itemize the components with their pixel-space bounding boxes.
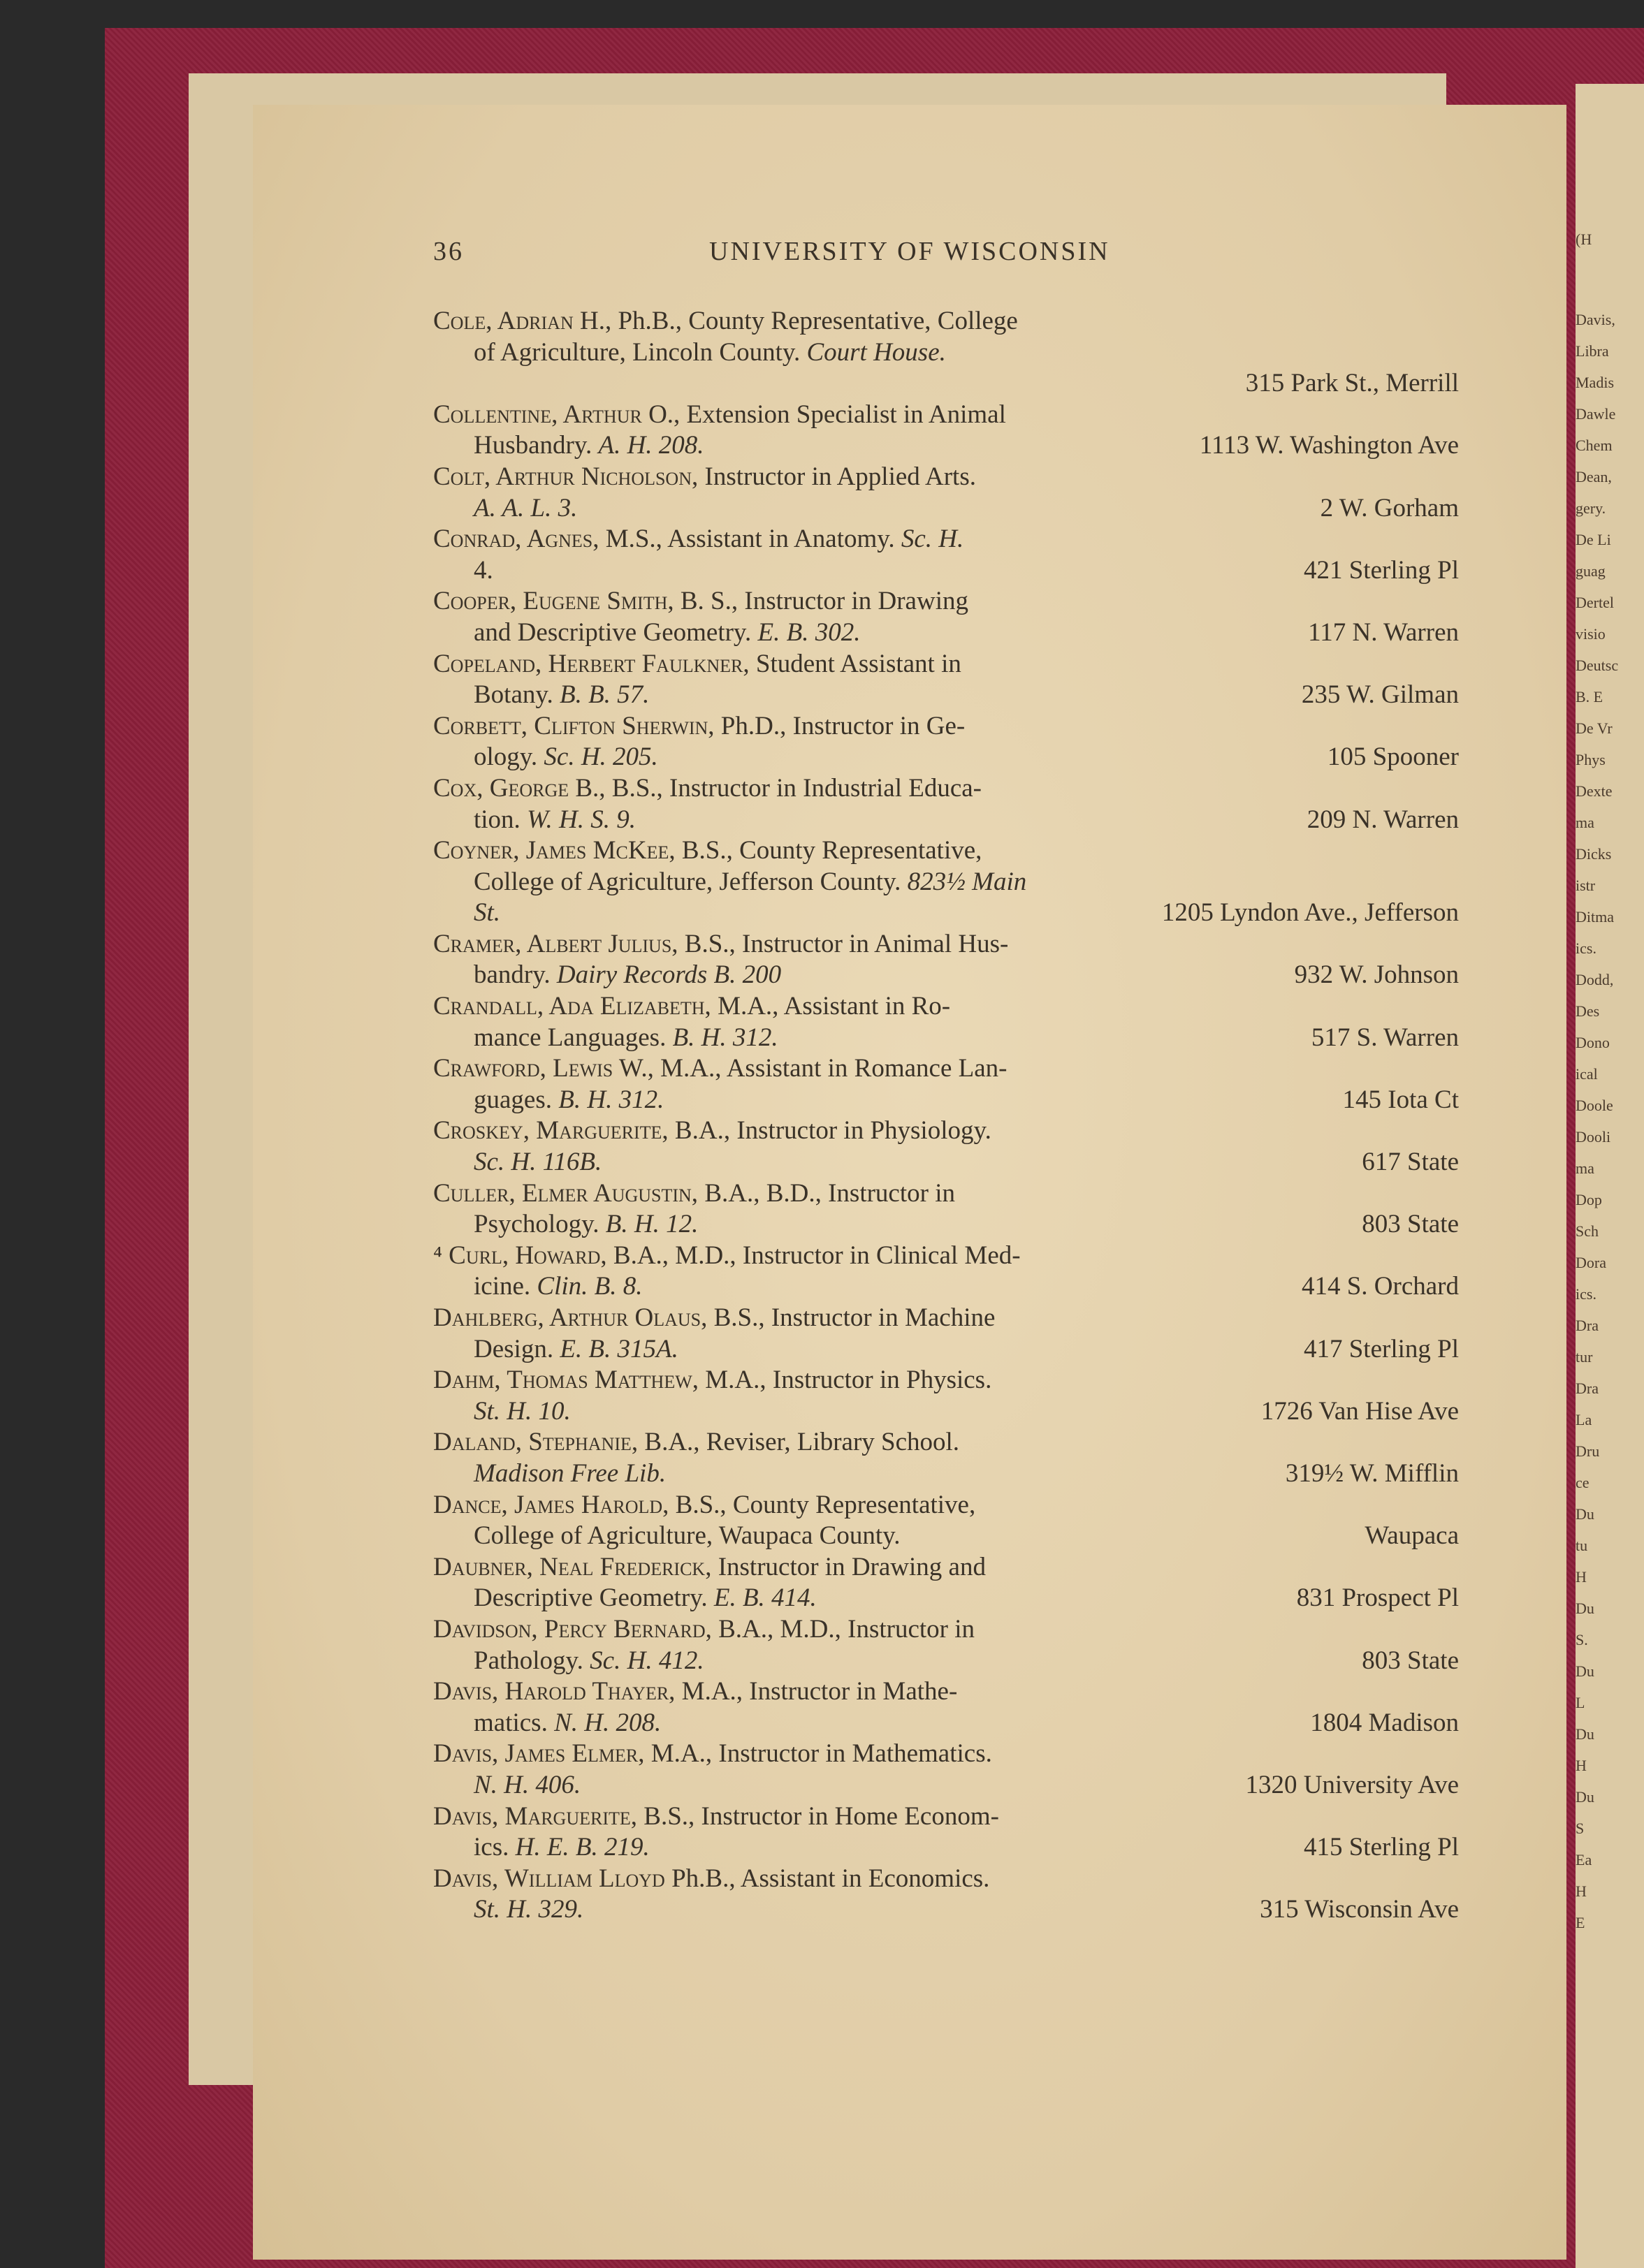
home-address: 803 State [1362, 1210, 1459, 1239]
office-location: E. B. 302. [757, 617, 861, 647]
facing-page-fragment: Dicks [1576, 845, 1612, 863]
directory-line [433, 1147, 1459, 1178]
home-address: 209 N. Warren [1307, 805, 1459, 834]
entry-text [433, 1115, 991, 1147]
entry-description: W., M.A., Assistant in Romance Lan- [613, 1054, 1008, 1083]
entry-text [474, 1023, 778, 1054]
entry-text [474, 493, 577, 525]
directory-line [433, 1676, 1459, 1708]
entry-description: M.A., Instructor in Mathe- [675, 1677, 958, 1706]
home-address: 2 W. Gorham [1320, 493, 1459, 522]
entry-description: H., Ph.B., County Representative, College [573, 307, 1018, 335]
directory-line [433, 1614, 1459, 1646]
office-location: Sc. H. 116B. [474, 1148, 602, 1177]
facing-page-fragment: ce [1576, 1474, 1590, 1491]
entry-description: B.A., M.D., Instructor in [711, 1614, 975, 1644]
facing-page-fragment: Du [1576, 1662, 1594, 1680]
office-location: W. H. S. 9. [527, 805, 636, 834]
person-name: Copeland, Herbert Faulkner, [433, 649, 750, 678]
directory-line [433, 430, 1459, 462]
entry-text [433, 1552, 986, 1583]
office-location: A. H. 208. [598, 431, 704, 460]
home-address: 517 S. Warren [1311, 1023, 1459, 1052]
facing-page-fragment: S. [1576, 1631, 1588, 1648]
entry-description: 4. [474, 555, 493, 585]
directory-line [433, 337, 1459, 369]
person-name: Collentine, Arthur [433, 400, 642, 429]
entry-text [433, 462, 976, 493]
facing-page-fragment: Dra [1576, 1317, 1599, 1334]
facing-page-fragment: Dawle [1576, 405, 1616, 423]
directory-line [433, 1552, 1459, 1583]
facing-page-fragment: Dra [1576, 1380, 1599, 1397]
directory-line [433, 555, 1459, 587]
facing-page-fragment: (H [1576, 231, 1592, 248]
entry-description: matics. [474, 1708, 555, 1737]
person-name: Cramer, Albert Julius, [433, 929, 678, 958]
entry-text [474, 1147, 602, 1178]
person-name: Crandall, Ada Elizabeth, [433, 992, 711, 1021]
entry-text [433, 1864, 989, 1895]
directory-line [433, 617, 1459, 649]
directory-line [433, 680, 1459, 711]
entry-text [474, 1832, 650, 1864]
facing-page-fragment: Deutsc [1576, 657, 1619, 674]
office-location: E. B. 414. [713, 1583, 817, 1613]
person-name: Davidson, Percy Bernard, [433, 1614, 712, 1644]
facing-page-fragment: H [1576, 1568, 1587, 1586]
entry-text [433, 306, 1018, 337]
home-address: 414 S. Orchard [1301, 1272, 1459, 1301]
entry-text [433, 400, 1006, 431]
entry-description: Design. [474, 1334, 560, 1363]
directory-line [433, 400, 1459, 431]
person-name: Cooper, Eugene Smith, [433, 587, 674, 616]
directory-line [433, 1646, 1459, 1677]
facing-page-fragment: E [1576, 1914, 1585, 1931]
entry-text [474, 1209, 698, 1241]
person-name: Croskey, Marguerite, [433, 1116, 669, 1146]
home-address: 421 Sterling Pl [1303, 555, 1459, 585]
entry-text [474, 1085, 664, 1116]
entry-description: College of Agriculture, Jefferson County. [474, 867, 908, 896]
directory-line [433, 1334, 1459, 1366]
office-location: Court House. [806, 337, 946, 367]
facing-page-fragment: Ea [1576, 1851, 1592, 1868]
facing-page-fragment: De Li [1576, 531, 1611, 548]
directory-line [433, 805, 1459, 836]
facing-page-fragment: Dertel [1576, 594, 1614, 611]
directory-line [433, 1365, 1459, 1396]
entry-description: M.A., Assistant in Ro- [711, 992, 951, 1021]
directory-line [433, 524, 1459, 555]
directory-line [433, 1396, 1459, 1428]
entry-description: B.A., Reviser, Library School. [638, 1428, 960, 1457]
directory-line [433, 586, 1459, 617]
entry-description: ology. [474, 742, 544, 772]
entry-text [433, 835, 982, 867]
entry-text [433, 1614, 975, 1646]
directory-line [433, 1801, 1459, 1833]
home-address: 1205 Lyndon Ave., Jefferson [1161, 898, 1459, 928]
home-address: 145 Iota Ct [1342, 1085, 1459, 1114]
facing-page-fragment: Madis [1576, 374, 1614, 391]
directory-line [433, 306, 1459, 337]
office-location: A. A. L. 3. [474, 493, 578, 522]
facing-page-fragment: H [1576, 1757, 1587, 1774]
facing-page-fragment: Dooli [1576, 1128, 1611, 1146]
directory-line [433, 1864, 1459, 1895]
entry-description: mance Languages. [474, 1023, 673, 1052]
entry-text [433, 1801, 999, 1833]
directory-line [433, 711, 1459, 742]
entry-text [433, 1053, 1007, 1085]
entry-description: Psychology. [474, 1210, 606, 1239]
entry-description: B.S., Instructor in Animal Hus- [678, 929, 1009, 958]
directory-line [433, 368, 1459, 400]
home-address: 1320 University Ave [1245, 1770, 1459, 1799]
person-name: Dahlberg, Arthur Olaus, [433, 1303, 708, 1332]
entry-text [474, 1334, 678, 1366]
directory-line [433, 1894, 1459, 1926]
facing-page-fragment: istr [1576, 877, 1596, 894]
office-location: St. [474, 898, 501, 928]
facing-page-fragment: Dodd, [1576, 971, 1614, 988]
entry-description: B.A., M.D., Instructor in Clinical Med- [606, 1241, 1021, 1270]
entry-text [474, 1521, 900, 1552]
person-name: Cox, George [433, 773, 569, 803]
person-name: Culler, Elmer Augustin, [433, 1178, 699, 1208]
facing-page-fragment: guag [1576, 562, 1606, 580]
person-name: Corbett, Clifton Sherwin, [433, 711, 715, 740]
office-location: N. H. 406. [474, 1770, 581, 1799]
entry-text [433, 773, 982, 805]
entry-description: Husbandry. [474, 431, 599, 460]
entry-text [433, 586, 968, 617]
office-location: B. B. 57. [559, 680, 650, 710]
entry-text [474, 680, 649, 711]
entry-text [433, 1365, 991, 1396]
person-name: Davis, William Lloyd [433, 1864, 665, 1893]
directory-entries [433, 306, 1459, 1926]
entry-text [433, 649, 961, 680]
person-name: Davis, James Elmer, [433, 1739, 645, 1769]
entry-description: Descriptive Geometry. [474, 1583, 714, 1613]
facing-page-fragment: Dean, [1576, 468, 1612, 485]
entry-text [433, 1490, 975, 1521]
entry-description: M.S., Assistant in Anatomy. [599, 525, 901, 554]
entry-text [474, 1271, 643, 1303]
entry-description: M.A., Instructor in Mathematics. [644, 1739, 992, 1769]
entry-text [433, 929, 1008, 960]
directory-line [433, 960, 1459, 991]
directory-line [433, 1458, 1459, 1490]
directory-line [433, 649, 1459, 680]
facing-page-fragment: S [1576, 1820, 1585, 1837]
facing-page-fragment: Ditma [1576, 908, 1614, 926]
entry-description: B.A., Instructor in Physiology. [668, 1116, 991, 1146]
directory-line [433, 1023, 1459, 1054]
running-head: UNIVERSITY OF WISCONSIN [709, 237, 1110, 266]
facing-page-fragment: visio [1576, 625, 1606, 643]
facing-page-fragment: La [1576, 1411, 1592, 1428]
entry-description: Student Assistant in [749, 649, 961, 678]
entry-text [474, 1396, 571, 1428]
entry-description: Ph.B., Assistant in Economics. [664, 1864, 990, 1893]
entry-description: B., B.S., Instructor in Industrial Educa- [569, 773, 982, 803]
entry-description: O., Extension Specialist in Animal [641, 400, 1006, 429]
facing-page-fragment: Libra [1576, 342, 1609, 360]
home-address: 315 Park St., Merrill [1245, 369, 1459, 398]
office-location: Madison Free Lib. [474, 1458, 667, 1488]
facing-page-fragment: Dora [1576, 1254, 1606, 1271]
facing-page-fragment: ma [1576, 1159, 1594, 1177]
facing-page-edge [1576, 84, 1644, 2268]
person-name: Daubner, Neal Frederick, [433, 1552, 712, 1581]
home-address: Waupaca [1365, 1521, 1459, 1551]
home-address: 417 Sterling Pl [1303, 1334, 1459, 1363]
entry-text [474, 1894, 583, 1926]
person-name: Dahm, Thomas Matthew, [433, 1366, 699, 1395]
directory-line [433, 1583, 1459, 1614]
facing-page-fragment: gery. [1576, 499, 1606, 517]
entry-description: tion. [474, 805, 528, 834]
entry-text [474, 898, 500, 929]
home-address: 803 State [1362, 1646, 1459, 1675]
entry-text [474, 742, 658, 773]
entry-description: B.S., County Representative, [675, 836, 982, 865]
facing-page-fragment: Davis, [1576, 311, 1615, 328]
entry-text [474, 867, 1026, 898]
entry-text [433, 1303, 995, 1334]
page-header [433, 236, 1474, 278]
facing-page-fragment: ics. [1576, 1285, 1596, 1303]
entry-text [474, 337, 946, 369]
entry-description: College of Agriculture, Waupaca County. [474, 1521, 901, 1551]
entry-text [433, 1178, 955, 1210]
facing-page-fragment: ics. [1576, 939, 1596, 957]
entry-description: Botany. [474, 680, 560, 710]
directory-line [433, 835, 1459, 867]
entry-description: B.S., County Representative, [669, 1490, 976, 1519]
facing-page-fragment: Dono [1576, 1034, 1610, 1051]
entry-description: B.S., Instructor in Home Econom- [637, 1801, 999, 1831]
directory-line [433, 1708, 1459, 1739]
facing-page-fragment: Des [1576, 1002, 1600, 1020]
office-location: N. H. 208. [554, 1708, 662, 1737]
entry-text [433, 1427, 959, 1458]
entry-description: icine. [474, 1272, 537, 1301]
directory-line [433, 867, 1459, 898]
person-name: Colt, Arthur Nicholson, [433, 462, 699, 491]
office-location: B. H. 312. [672, 1023, 778, 1052]
directory-line [433, 1209, 1459, 1241]
entry-text [433, 1676, 957, 1708]
page-number: 36 [433, 237, 464, 266]
entry-description: B. S., Instructor in Drawing [674, 587, 968, 616]
entry-text [474, 1583, 817, 1614]
facing-page-fragment: Du [1576, 1505, 1594, 1523]
entry-text [474, 1458, 666, 1490]
office-location: H. E. B. 219. [515, 1833, 650, 1862]
directory-line [433, 742, 1459, 773]
person-name: Crawford, Lewis [433, 1054, 613, 1083]
person-name: ⁴ Curl, Howard, [433, 1241, 607, 1270]
home-address: 1726 Van Hise Ave [1260, 1396, 1459, 1426]
directory-line [433, 898, 1459, 929]
facing-page-fragment: ical [1576, 1065, 1598, 1083]
entry-description: of Agriculture, Lincoln County. [474, 337, 807, 367]
entry-description: B.S., Instructor in Machine [707, 1303, 996, 1332]
entry-description: ics. [474, 1833, 516, 1862]
directory-line [433, 1770, 1459, 1801]
facing-page-fragment: tur [1576, 1348, 1593, 1366]
facing-page-fragment: tu [1576, 1537, 1588, 1554]
facing-page-fragment: Sch [1576, 1222, 1599, 1240]
directory-line [433, 1178, 1459, 1210]
person-name: Coyner, James McKee, [433, 836, 676, 865]
entry-description: Instructor in Applied Arts. [698, 462, 976, 491]
entry-text [433, 1241, 1021, 1272]
directory-line [433, 1832, 1459, 1864]
home-address: 117 N. Warren [1308, 617, 1459, 647]
entry-description: Ph.D., Instructor in Ge- [714, 711, 966, 740]
directory-line [433, 773, 1459, 805]
facing-page-fragment: Chem [1576, 437, 1613, 454]
directory-line [433, 1115, 1459, 1147]
home-address: 932 W. Johnson [1294, 960, 1459, 990]
facing-page-fragment: Doole [1576, 1097, 1613, 1114]
home-address: 415 Sterling Pl [1303, 1833, 1459, 1862]
home-address: 315 Wisconsin Ave [1260, 1895, 1459, 1924]
directory-line [433, 1427, 1459, 1458]
person-name: Daland, Stephanie, [433, 1428, 639, 1457]
office-location: E. B. 315A. [560, 1334, 678, 1363]
entry-text [433, 1739, 992, 1770]
facing-page-fragment: ma [1576, 814, 1594, 831]
office-location: Sc. H. [901, 525, 964, 554]
directory-line [433, 1241, 1459, 1272]
entry-text [474, 1646, 704, 1677]
entry-text [474, 960, 781, 991]
entry-text [474, 617, 860, 649]
directory-line [433, 1739, 1459, 1770]
directory-line [433, 1490, 1459, 1521]
entry-description: Pathology. [474, 1646, 590, 1675]
office-location: 823½ Main [907, 867, 1027, 896]
home-address: 831 Prospect Pl [1296, 1583, 1459, 1613]
facing-page-fragment: Dru [1576, 1442, 1600, 1460]
entry-description: bandry. [474, 960, 557, 990]
entry-text [474, 805, 636, 836]
office-location: Sc. H. 205. [544, 742, 658, 772]
facing-page-fragment: Dexte [1576, 782, 1613, 800]
office-location: St. H. 329. [474, 1895, 584, 1924]
directory-line [433, 1521, 1459, 1552]
home-address: 1804 Madison [1310, 1708, 1459, 1737]
office-location: Sc. H. 412. [590, 1646, 704, 1675]
home-address: 319½ W. Mifflin [1285, 1458, 1459, 1488]
office-location: Clin. B. 8. [537, 1272, 643, 1301]
office-location: St. H. 10. [474, 1396, 571, 1426]
entry-description: and Descriptive Geometry. [474, 617, 758, 647]
entry-text [433, 524, 963, 555]
directory-line [433, 493, 1459, 525]
directory-line [433, 1053, 1459, 1085]
directory-line [433, 929, 1459, 960]
person-name: Davis, Harold Thayer, [433, 1677, 676, 1706]
person-name: Cole, Adrian [433, 307, 574, 335]
person-name: Davis, Marguerite, [433, 1801, 638, 1831]
facing-page-fragment: Du [1576, 1788, 1594, 1806]
entry-text [474, 1708, 661, 1739]
entry-text [433, 991, 950, 1023]
home-address: 1113 W. Washington Ave [1199, 431, 1459, 460]
facing-page-fragment: L [1576, 1694, 1585, 1711]
facing-page-fragment: B. E [1576, 688, 1603, 705]
directory-line [433, 1303, 1459, 1334]
directory-line [433, 1271, 1459, 1303]
facing-page-fragment: H [1576, 1882, 1587, 1900]
entry-description: M.A., Instructor in Physics. [699, 1366, 992, 1395]
directory-line [433, 462, 1459, 493]
facing-page-fragment: Du [1576, 1600, 1594, 1617]
entry-text [474, 1770, 581, 1801]
home-address: 105 Spooner [1327, 742, 1459, 772]
facing-page-fragment: De Vr [1576, 719, 1613, 737]
entry-description: B.A., B.D., Instructor in [698, 1178, 955, 1208]
entry-description: Instructor in Drawing and [711, 1552, 986, 1581]
office-location: B. H. 12. [605, 1210, 699, 1239]
directory-line [433, 991, 1459, 1023]
office-location: Dairy Records B. 200 [556, 960, 782, 990]
home-address: 235 W. Gilman [1301, 680, 1459, 710]
entry-description: guages. [474, 1085, 559, 1114]
entry-text [474, 555, 493, 587]
person-name: Dance, James Harold, [433, 1490, 669, 1519]
entry-text [474, 430, 704, 462]
directory-line [433, 1085, 1459, 1116]
home-address: 617 State [1362, 1148, 1459, 1177]
entry-text [433, 711, 965, 742]
person-name: Conrad, Agnes, [433, 525, 599, 554]
facing-page-fragment: Du [1576, 1725, 1594, 1743]
facing-page-fragment: Phys [1576, 751, 1606, 768]
office-location: B. H. 312. [558, 1085, 664, 1114]
facing-page-fragment: Dop [1576, 1191, 1602, 1208]
